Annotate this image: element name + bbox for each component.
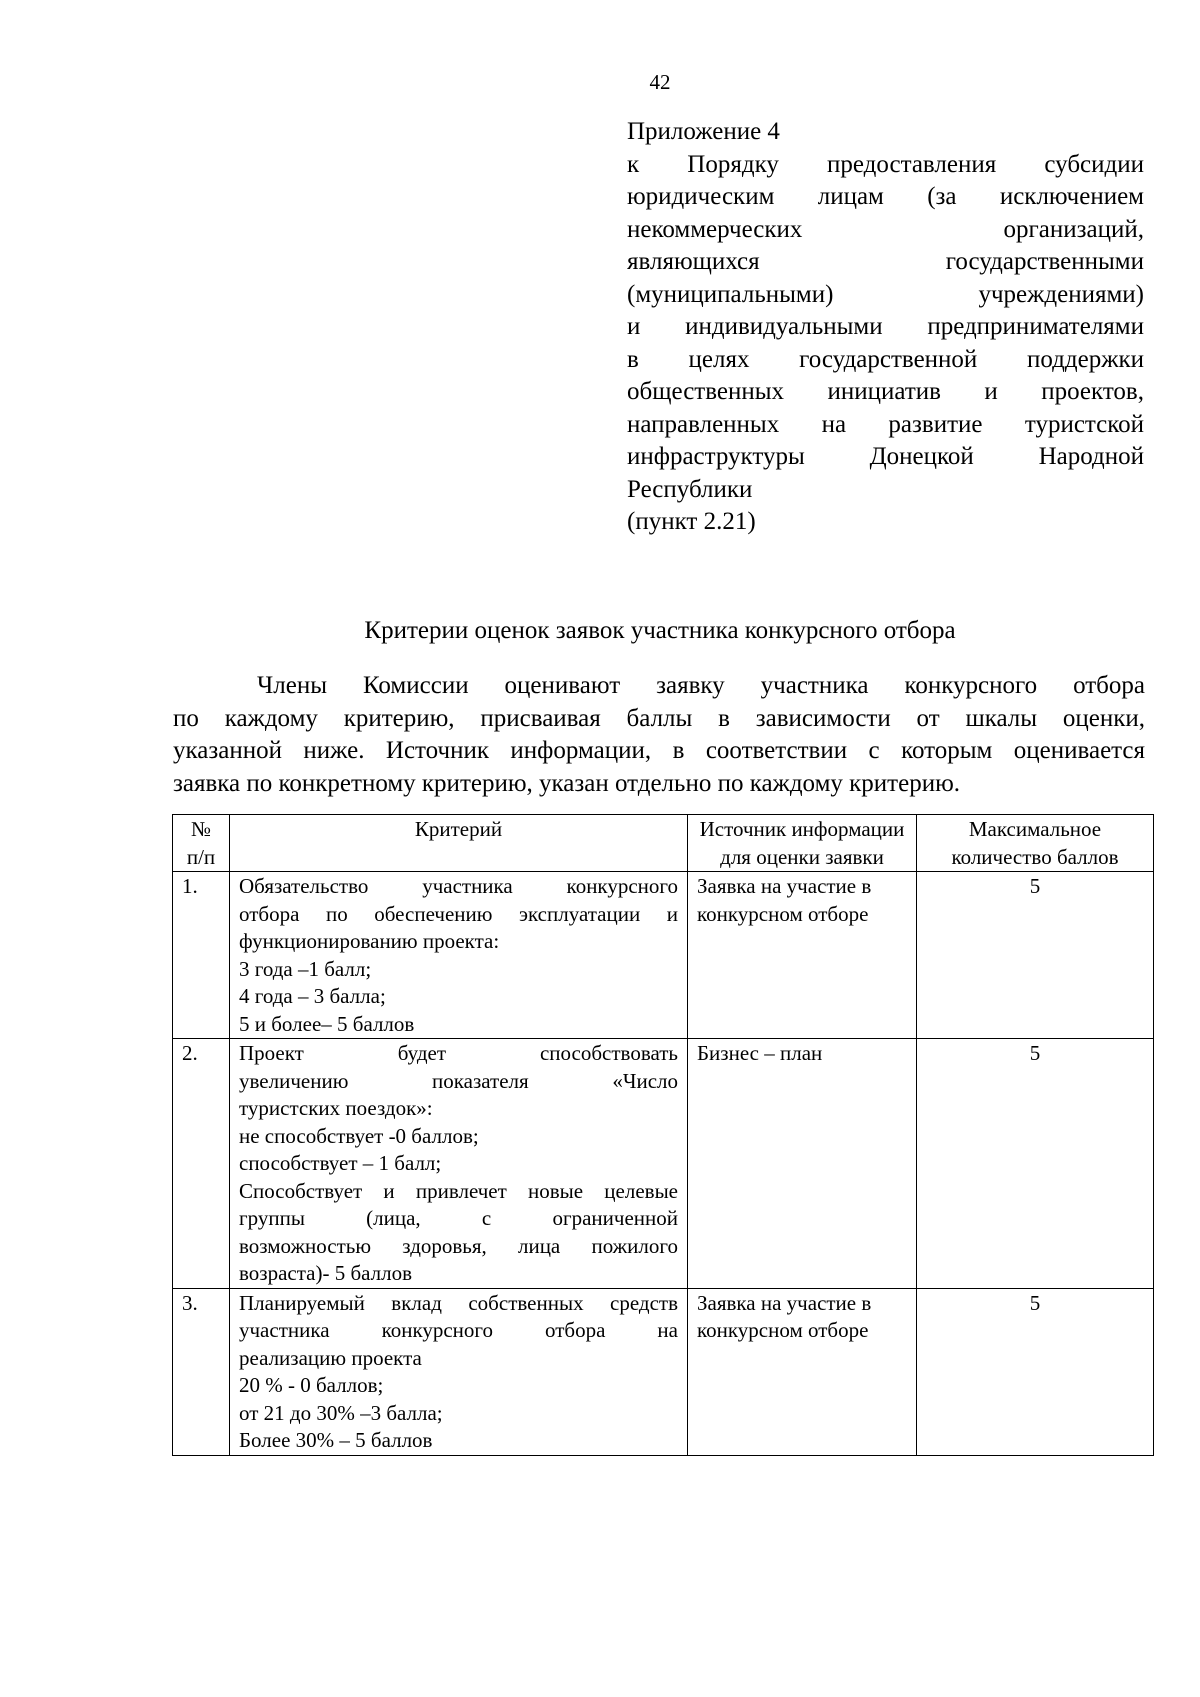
appendix-line: (пункт 2.21) [627, 508, 756, 535]
criterion-line: туристских поездок»: [239, 1096, 433, 1120]
appendix-line: Республики [627, 475, 753, 503]
appendix-line: и индивидуальными предпринимателями [627, 313, 1144, 340]
appendix-line: (муниципальными) учреждениями) [627, 280, 1144, 308]
criterion-line: от 21 до 30% –3 балла; [239, 1400, 443, 1425]
intro-line: заявка по конкретному критерию, указан отдельно по каждому критерию. [173, 769, 960, 797]
row-number: 1. [173, 872, 230, 1039]
row-source: Заявка на участие в конкурсном отборе [688, 1288, 917, 1455]
criterion-line: 3 года –1 балл; [239, 956, 372, 981]
header-max-points: Максимальное количество баллов [917, 815, 1154, 872]
criterion-line: функционированию проекта: [239, 929, 500, 953]
criterion-line: способствует – 1 балл; [239, 1151, 442, 1175]
row-number: 3. [173, 1288, 230, 1455]
table-row [173, 1288, 1154, 1455]
criterion-line: участника конкурсного отбора на [239, 1318, 678, 1342]
criterion-line: Обязательство участника конкурсного [239, 874, 678, 898]
criterion-line: Проект будет способствовать [239, 1041, 678, 1065]
row-max-points: 5 [917, 1039, 1154, 1289]
criterion-line: 5 и более– 5 баллов [239, 1011, 415, 1036]
criterion-line: реализацию проекта [239, 1345, 422, 1370]
table-row [173, 872, 1154, 1039]
criterion-line: группы (лица, с ограниченной [239, 1206, 678, 1230]
intro-paragraph [173, 670, 1145, 800]
header-source: Источник информации для оценки заявки [688, 815, 917, 872]
criterion-line: Планируемый вклад собственных средств [239, 1290, 678, 1315]
row-source: Бизнес – план [688, 1039, 917, 1289]
criterion-line: 4 года – 3 балла; [239, 984, 386, 1008]
row-criterion [230, 1039, 688, 1289]
criterion-line: возраста)- 5 баллов [239, 1261, 413, 1285]
appendix-line: являющихся государственными [627, 248, 1144, 275]
header-criterion: Критерий [230, 815, 688, 872]
criteria-table [172, 814, 1154, 1456]
row-source: Заявка на участие в конкурсном отборе [688, 872, 917, 1039]
document-title: Критерии оценок заявок участника конкурсного отбора [364, 617, 956, 644]
criterion-line: не способствует -0 баллов; [239, 1123, 479, 1148]
appendix-line: направленных на развитие туристской [627, 410, 1144, 438]
row-criterion [230, 1288, 688, 1455]
table-header-row [173, 815, 1154, 872]
criterion-line: 20 % - 0 баллов; [239, 1373, 384, 1397]
criterion-line: отбора по обеспечению эксплуатации и [239, 901, 678, 926]
appendix-block [627, 116, 1144, 539]
criterion-line: возможностью здоровья, лица пожилого [239, 1233, 678, 1258]
appendix-line: Приложение 4 [627, 118, 780, 145]
table-row [173, 1039, 1154, 1289]
intro-line: Члены Комиссии оценивают заявку участника конкурсного отбора [257, 672, 1145, 699]
criterion-line: Более 30% – 5 баллов [239, 1428, 433, 1452]
appendix-line: некоммерческих организаций, [627, 215, 1144, 243]
criterion-line: увеличению показателя «Число [239, 1068, 678, 1093]
row-max-points: 5 [917, 872, 1154, 1039]
row-max-points: 5 [917, 1288, 1154, 1455]
intro-line: по каждому критерию, присваивая баллы в зависимости от шкалы оценки, [173, 704, 1145, 732]
appendix-line: инфраструктуры Донецкой Народной [627, 443, 1144, 470]
appendix-line: юридическим лицам (за исключением [627, 183, 1144, 210]
appendix-line: в целях государственной поддержки [627, 345, 1144, 373]
intro-line: указанной ниже. Источник информации, в соответствии с которым оценивается [173, 737, 1145, 764]
row-criterion [230, 872, 688, 1039]
row-number: 2. [173, 1039, 230, 1289]
appendix-line: общественных инициатив и проектов, [627, 378, 1144, 405]
criterion-line: Способствует и привлечет новые целевые [239, 1178, 678, 1203]
page-number: 42 [649, 70, 671, 94]
header-number: № п/п [173, 815, 230, 872]
appendix-line: к Порядку предоставления субсидии [627, 150, 1144, 178]
